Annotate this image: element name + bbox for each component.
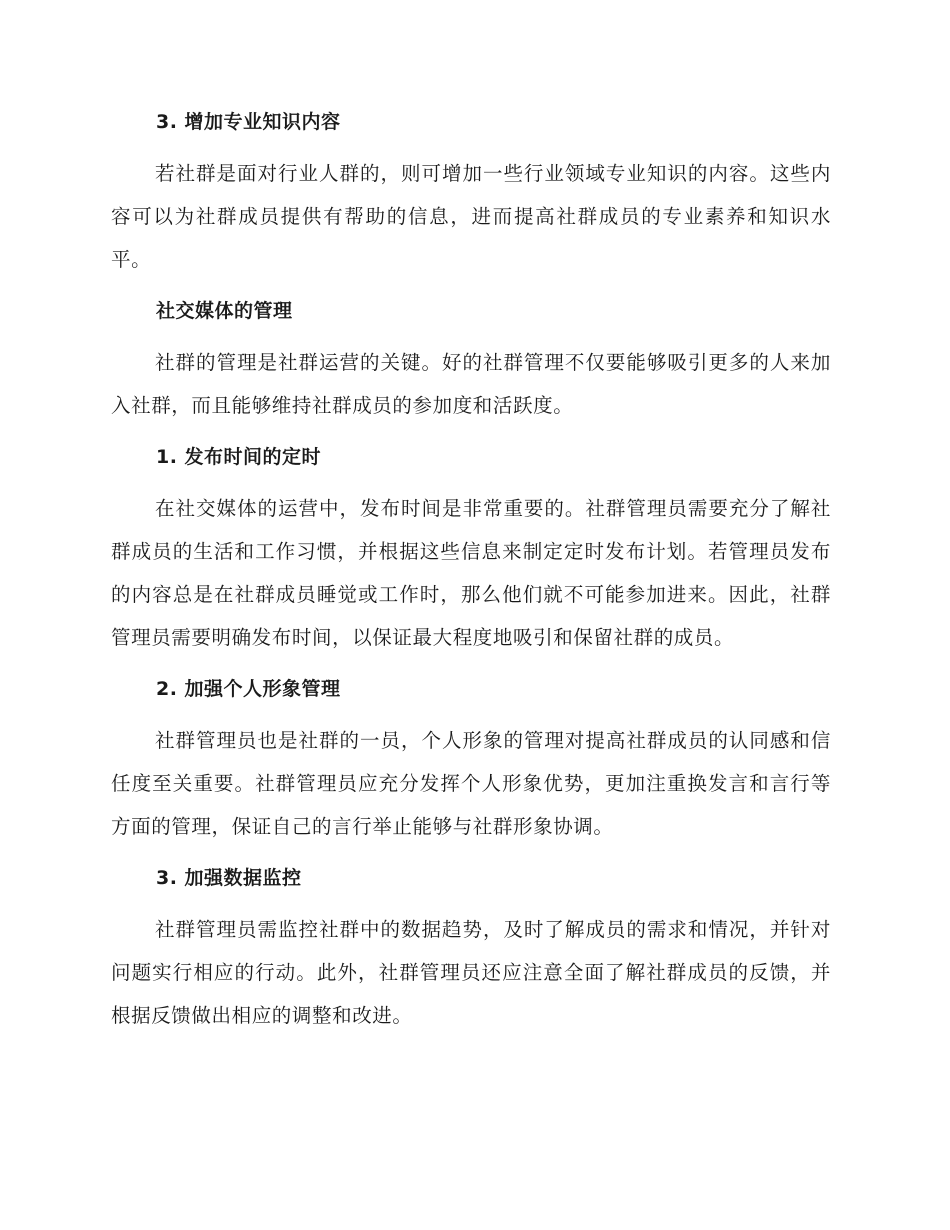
section-paragraph: 在社交媒体的运营中，发布时间是非常重要的。社群管理员需要充分了解社群成员的生活和工作习惯，并根据这些信息来制定定时发布计划。若管理员发布的内容总是在社群成员睡觉或工作时，那么他们就不可能参加进来。因此，社群管理员需要明确发布时间，以保证最大程度地吸引和保留社群的成员。 [111, 497, 831, 649]
section-heading: 3. 增加专业知识内容 [156, 111, 341, 133]
section-heading: 3. 加强数据监控 [156, 867, 302, 889]
section-paragraph: 社群的管理是社群运营的关键。好的社群管理不仅要能够吸引更多的人来加入社群，而且能够维持社群成员的参加度和活跃度。 [111, 351, 831, 417]
section-heading: 社交媒体的管理 [156, 300, 293, 322]
section-paragraph: 社群管理员也是社群的一员，个人形象的管理对提高社群成员的认同感和信任度至关重要。社群管理员应充分发挥个人形象优势，更加注重换发言和言行等方面的管理，保证自己的言行举止能够与社群形象协调。 [111, 729, 831, 838]
section-heading: 2. 加强个人形象管理 [156, 678, 341, 700]
section-paragraph: 若社群是面对行业人群的，则可增加一些行业领域专业知识的内容。这些内容可以为社群成员提供有帮助的信息，进而提高社群成员的专业素养和知识水平。 [111, 162, 831, 271]
document-page [111, 106, 831, 1037]
section-paragraph: 社群管理员需监控社群中的数据趋势，及时了解成员的需求和情况，并针对问题实行相应的行动。此外，社群管理员还应注意全面了解社群成员的反馈，并根据反馈做出相应的调整和改进。 [111, 918, 831, 1027]
section-heading: 1. 发布时间的定时 [156, 446, 322, 468]
